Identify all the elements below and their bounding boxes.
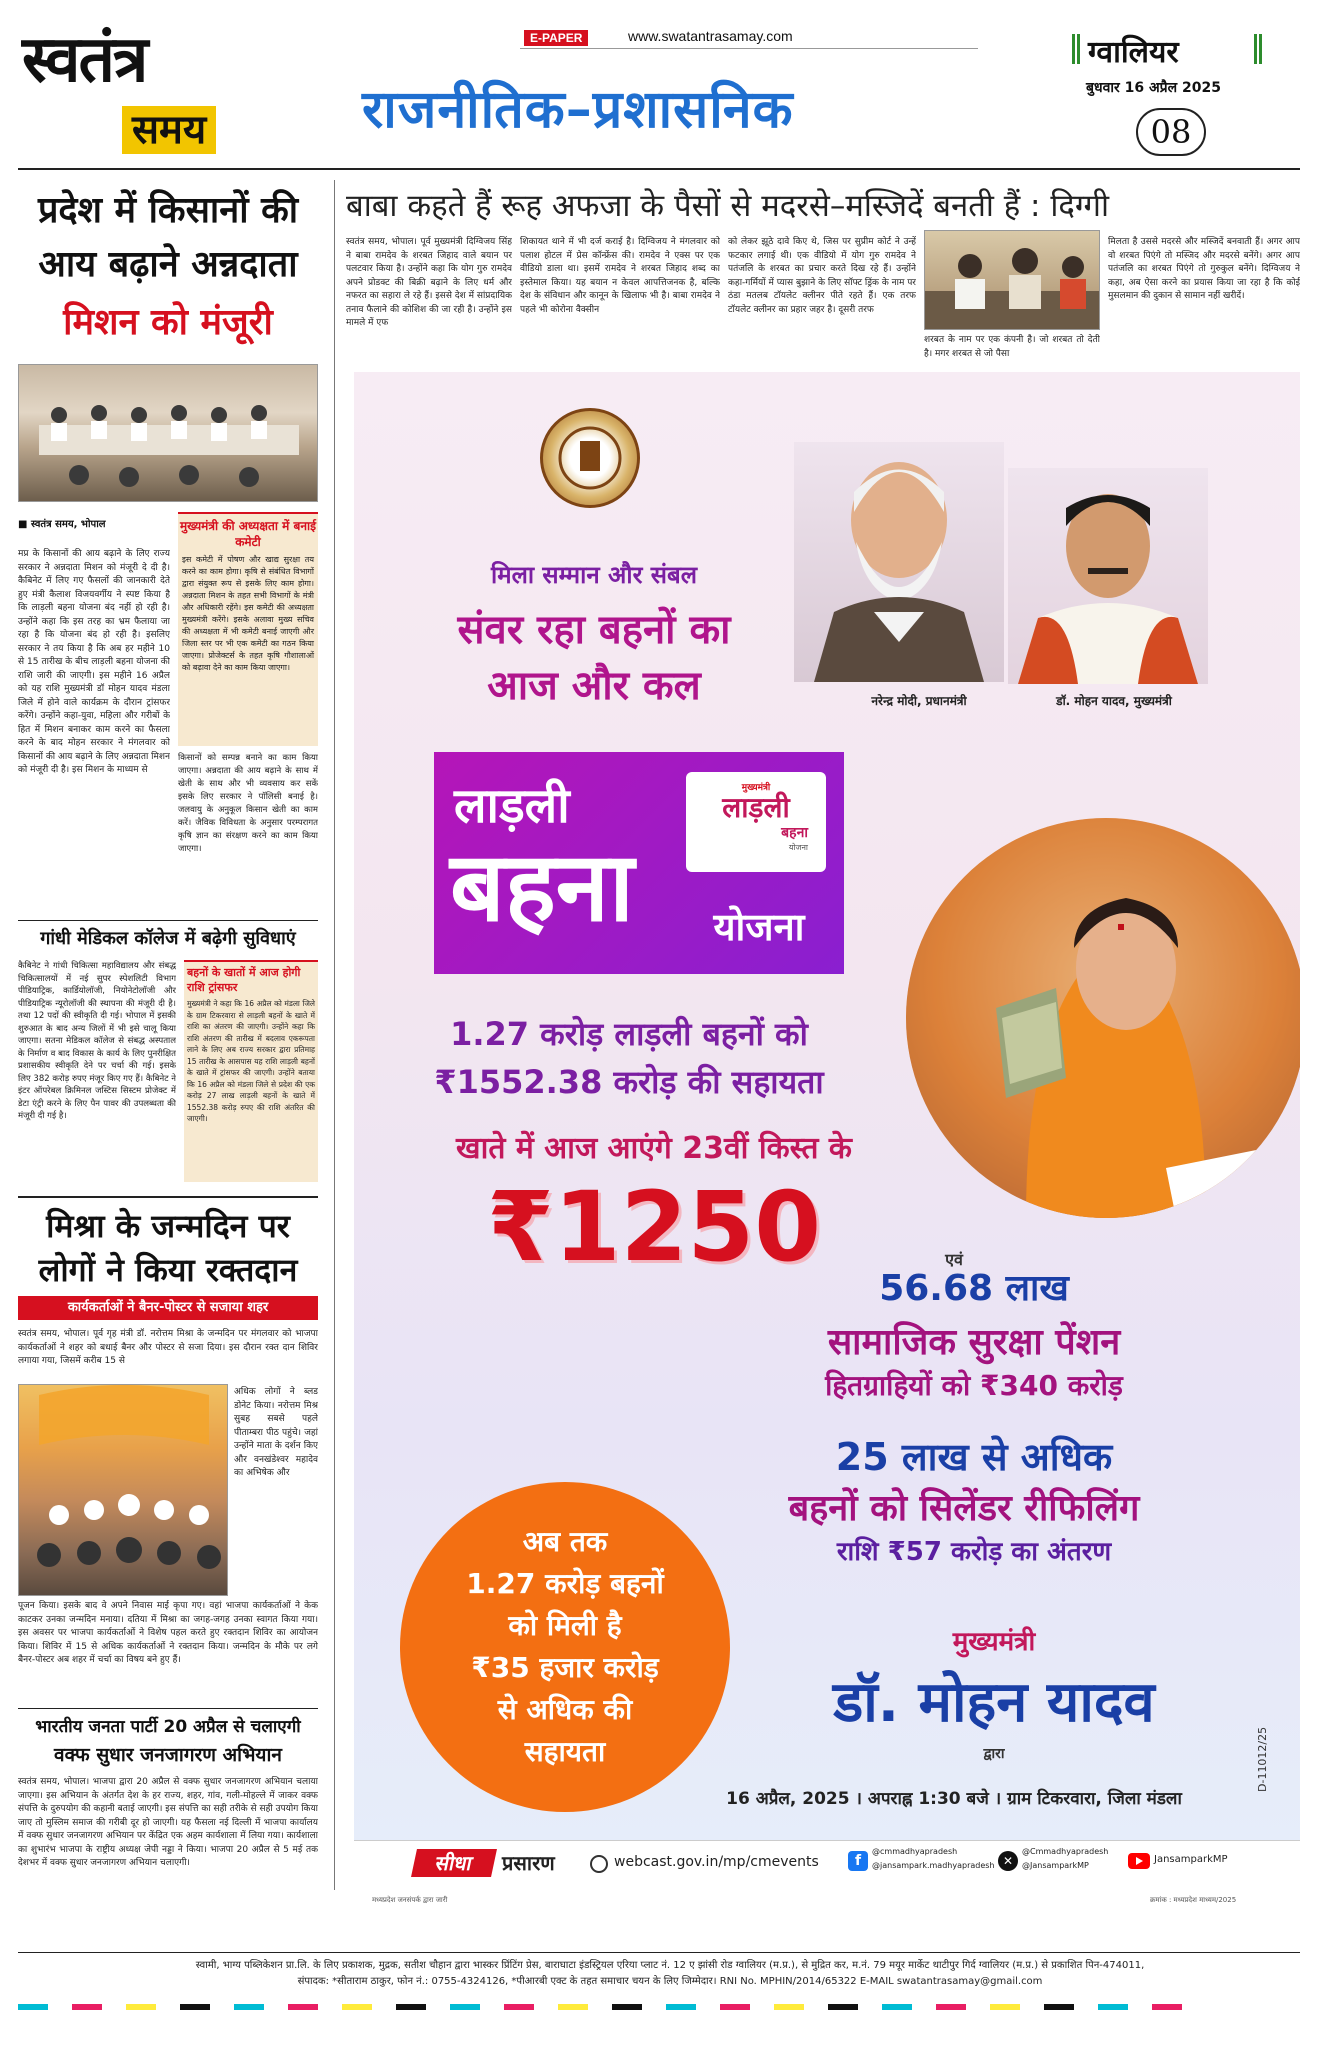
top-story-col1: स्वतंत्र समय, भोपाल। पूर्व मुख्यमंत्री दिग्विजय सिंह ने बाबा रामदेव के शरबत जिहाद वाले बयान पर पलटवार किया है। उन्होंने कहा कि योग गुरु रामदेव अपने प्रोडक्ट की बिक्री बढ़ाने के लिए धर्म और नफरत का सहारा ले रहे हैं। इससे देश में सांप्रदायिक तनाव फैलाने की कोशिश की जा रही है। उन्होंने इस मामले में एफ: [346, 237, 512, 328]
seedha-pill: सीधा: [411, 1849, 497, 1877]
badge-bottom: बहना: [781, 825, 808, 841]
youtube-play-icon: [1128, 1853, 1150, 1869]
and-word: एवं: [945, 1250, 963, 1269]
circle-l1: अब तक: [522, 1525, 608, 1558]
story4-body: स्वतंत्र समय, भोपाल। भाजपा द्वारा 20 अप्रैल से वक्फ सुधार जनजागरण अभियान चलाया जाएगा। इस अभियान के अंतर्गत देश के हर राज्य, शहर, गांव, गली-मोहल्ले में जाकर वक्फ संपत्ति के दुरुपयोग की कहानी बताई जाएगी। इस संपत्ति का सही तरीके से सही उपयोग किया जाए तो मुस्लिम समाज की गरीबी दूर हो जाएगी। यह फैसला नई दिल्ली में भाजपा कार्यालय में वक्फ सुधार जनजागरण अभियान पर केंद्रित एक अहम कार्यशाला में लिया गया। कार्यशाला का शुभारंभ भाजपा के राष्ट्रीय अध्यक्ष जेपी नड्डा ने किया। भाजपा 20 अप्रैल से 5 मई तक देशभर में वक्फ सुधार जनजागरण अभियान चलाएगी।: [18, 1777, 318, 1868]
story2-body: कैबिनेट ने गांधी चिकित्सा महाविद्यालय और संबद्ध चिकित्सालयों में नई सुपर स्पेशलिटी विभाग पीडियाट्रिक, कार्डियोलॉजी, नियोनेटोलॉजी और पीडियाट्रिक न्यूरोलॉजी की स्थापना की मंजूरी दी है। तथा 12 पदों की स्वीकृति दी गई। भोपाल में इसकी शुरुआत के बाद अन्य जिलों में भी इसे चालू किया जाएगा। सतना मेडिकल कॉलेज से संबद्ध अस्पताल के निर्माण व बाद विकास के कार्य के लिए पुनरीक्षित प्रशासकीय स्वीकृति देने पर चर्चा की गई। इसके लिए 382 करोड़ रुपए मंजूर किए गए हैं। कैबिनेट ने इंटर ऑपरेबल क्रिमिनल जस्टिस सिस्टम प्रोजेक्ट में डेटा एंट्री करने के लिए पैन पावर की उपलब्धता की मंजूरी दी गई है।: [18, 961, 176, 1121]
cylinder-count: 25 लाख से अधिक: [835, 1435, 1113, 1479]
story1-body-cont: किसानों को सम्पन्न बनाने का काम किया जाएगा। अन्नदाता की आय बढ़ाने के साथ में खेती के साथ और भी व्यवसाय कर सकें इसके लिए सरकार ने पॉलिसी बनाई है। जलवायु के अनुकूल किसान खेती का काम करें। जैविक विविधता के अनुसार परम्परागत कृषि ज्ञान का संरक्षण करने का काम किया जाएगा।: [178, 753, 318, 854]
ad-release-note: मध्यप्रदेश जनसंपर्क द्वारा जारी: [372, 1896, 448, 1904]
digvijay-press-photo: [924, 230, 1100, 330]
cylinder-title: बहनों को सिलेंडर रीफिलिंग: [788, 1488, 1140, 1529]
circle-l2: 1.27 करोड़ बहनों: [466, 1567, 664, 1600]
story1-sidebar: [178, 512, 318, 746]
pension-count: 56.68 लाख: [879, 1268, 1069, 1309]
imprint-line1: स्वामी, भाग्य पब्लिकेशन प्रा.लि. के लिए प्रकाशक, मुद्रक, सतीश चौहान द्वारा भास्कर प्रिंटिंग प्रेस, बाराघाटा इंडस्ट्रियल एरिया प्लाट नं. 12 ए झांसी रोड ग्वालियर (म.प्र.), से मुद्रित कर, म.नं. 79 मयूर मार्केट थाटीपुर गिर्द ग्वालियर (म.प्र.) से प्रकाशित पिन-474011,: [195, 1960, 1145, 1971]
event-details: 16 अप्रैल, 2025 । अपराह्न 1:30 बजे । ग्राम टिकरवारा, जिला मंडला: [726, 1789, 1182, 1809]
circle-l5: से अधिक की: [497, 1693, 633, 1726]
ad-code-wrap: [1256, 1672, 1276, 1792]
story1-body: मप्र के किसानों की आय बढ़ाने के लिए राज्य सरकार ने अन्नदाता मिशन को मंजूरी दे दी है। कैबिनेट में लिए गए फैसलों की जानकारी देते हुए मंत्री कैलाश विजयवर्गीय ने स्पष्ट किया है कि लाड़ली बहना योजना बंद नहीं हो रही है। उन्होंने कहा कि इस तरह का भ्रम फैलाया जा रहा है कि योजना बंद हो रही है। इसलिए सरकार ने तय किया है कि अब हर महीने 10 से 15 तारीख के बीच लाड़ली बहना योजना की राशि जारी की जाएगी। इस महीने 16 अप्रैल को यह राशि मुख्यमंत्री डॉ मोहन यादव मंडला जिले में होने वाले कार्यक्रम के दौरान ट्रांसफर करेंगे। उन्होंने कहा-युवा, महिला और गरीबों के हित में मिशन बनाकर काम करने का फैसला करने के बाद मोहन सरकार ने मंगलवार को किसानों की आय बढ़ाने के लिए अन्नदाता मिशन को मंजूरी दी है। इस मिशन के माध्यम से: [18, 549, 170, 775]
stat-beneficiaries: 1.27 करोड़ लाड़ली बहनों को: [450, 1015, 808, 1053]
webcast-url[interactable]: webcast.gov.in/mp/cmevents: [614, 1854, 819, 1870]
story3-strap: कार्यकर्ताओं ने बैनर-पोस्टर से सजाया शहर: [18, 1296, 318, 1320]
circle-l3: को मिली है: [508, 1609, 622, 1642]
print-registration-marks: [18, 2004, 1300, 2010]
city-bars-right: [1254, 34, 1262, 64]
ad-line1: संवर रहा बहनों का: [457, 607, 731, 653]
story4-headline-l2: वक्फ सुधार जनजागरण अभियान: [54, 1744, 282, 1766]
prasaran-label: प्रसारण: [502, 1851, 555, 1875]
badge-top: मुख्यमंत्री: [741, 783, 771, 793]
x-handle-2[interactable]: @JansamparkMP: [1022, 1861, 1089, 1870]
story3-body-side: अधिक लोगों ने ब्लड डोनेट किया। नरोत्तम मिश्र सुबह सबसे पहले पीताम्बरा पीठ पहुंचे। जहां उन्होंने माता के दर्शन किए और वनखंडेश्वर महादेव का अभिषेक और: [234, 1387, 318, 1478]
pm-portrait-illustration: [794, 442, 1004, 682]
cm-name: डॉ. मोहन यादव: [833, 1670, 1155, 1735]
logo-swatantra: स्वतंत्र: [22, 22, 147, 97]
youtube-icon[interactable]: [1128, 1853, 1150, 1869]
cm-label: मुख्यमंत्री: [952, 1627, 1036, 1657]
epaper-tag: E-PAPER: [524, 30, 588, 46]
story1-headline-l1: प्रदेश में किसानों की: [37, 190, 299, 231]
logo-samay: समय: [122, 106, 216, 154]
ad-ref-number: क्रमांक : मध्यप्रदेश माध्यम/2025: [1150, 1896, 1237, 1904]
top-story-headline: बाबा कहते हैं रूह अफजा के पैसों से मदरसे–मस्जिदें बनती हैं : दिग्गी: [346, 188, 1110, 224]
beneficiary-photo: [906, 818, 1300, 1218]
story1-headline-l2: आय बढ़ाने अन्नदाता: [38, 244, 298, 285]
story2-sidebar: [184, 960, 318, 1182]
facebook-icon[interactable]: f: [848, 1851, 868, 1871]
ad-line2: आज और कल: [487, 663, 701, 709]
story2-headline: गांधी मेडिकल कॉलेज में बढ़ेगी सुविधाएं: [40, 928, 296, 949]
story3-body-top: स्वतंत्र समय, भोपाल। पूर्व गृह मंत्री डॉ. नरोत्तम मिश्रा के जन्मदिन पर मंगलवार को भाजपा कार्यकर्ताओं ने शहर को बधाई बैनर और पोस्टर से सजा दिया। इस दौरान रक्त दान शिविर लगाया गया, जिसमें करीब 15 से: [18, 1329, 318, 1366]
cabinet-meeting-illustration: [19, 365, 318, 502]
ad-code: D-11012/25: [1256, 1726, 1269, 1792]
story3-body-bottom: पूजन किया। इसके बाद वे अपने निवास माई कृपा गए। वहां भाजपा कार्यकर्ताओं ने केक काटकर उनका जन्मदिन मनाया। दतिया में मिश्रा का जगह-जगह उनका स्वागत किया गया। इस अवसर पर भाजपा कार्यकर्ताओं ने विशेष पहल करते हुए रक्तदान शिविर का आयोजन किया। शिविर में 15 से अधिक कार्यकर्ताओं ने रक्तदान किया। जन्मदिन के मौके पर लगे बैनर-पोस्टर अब शहर में चर्चा का विषय बने हुए हैं।: [18, 1601, 318, 1665]
x-handle-1[interactable]: @Cmmadhyapradesh: [1022, 1847, 1109, 1856]
story1-headline-l3: मिशन को मंजूरी: [63, 302, 273, 343]
section-title: राजनीतिक–प्रशासनिक: [362, 80, 794, 140]
pm-portrait: [794, 442, 1004, 682]
cabinet-meeting-photo: [18, 364, 318, 502]
birthday-event-illustration: [19, 1385, 228, 1596]
installment-line: खाते में आज आएंगे 23वीं किस्त के: [456, 1131, 852, 1166]
pm-caption: नरेन्द्र मोदी, प्रधानमंत्री: [871, 694, 967, 708]
x-icon[interactable]: ✕: [998, 1851, 1018, 1871]
youtube-handle[interactable]: JansamparkMP: [1154, 1854, 1228, 1865]
city-bars-left: [1072, 34, 1080, 64]
story4-headline-l1: भारतीय जनता पार्टी 20 अप्रैल से चलाएगी: [35, 1717, 301, 1737]
story2-sidebar-title: बहनों के खातों में आज होगी राशि ट्रांसफर: [187, 966, 301, 994]
top-story-col3: को लेकर झूठे दावे किए थे, जिस पर सुप्रीम कोर्ट ने उन्हें फटकार लगाई थी। एक वीडियो में योग गुरु रामदेव ने पतंजलि के शरबत का प्रचार करते दिख रहे हैं। उन्होंने कहा-गर्मियों में प्यास बुझाने के लिए सॉफ्ट ड्रिंक के नाम पर ठंडा मतलब टॉयलेट क्लीनर पीते रहते हैं। एक तरफ टॉयलेट क्लीनर का प्रहार जहर है। दूसरी तरफ: [728, 237, 916, 315]
badge-small: योजना: [788, 843, 808, 852]
story3-headline-l2: लोगों ने किया रक्तदान: [38, 1251, 298, 1289]
circle-l4: ₹35 हजार करोड़: [471, 1651, 659, 1684]
scheme-badge: [686, 772, 826, 872]
ad-footer: [354, 1840, 1300, 1884]
scheme-ladli: लाड़ली: [454, 778, 570, 834]
scheme-behna: बहना: [450, 831, 634, 943]
emblem-icon: [543, 411, 637, 505]
pension-title: सामाजिक सुरक्षा पेंशन: [827, 1322, 1121, 1363]
facebook-handle-2[interactable]: @jansampark.madhyapradesh: [872, 1861, 995, 1870]
globe-icon: [590, 1855, 608, 1873]
cm-caption: डॉ. मोहन यादव, मुख्यमंत्री: [1056, 694, 1172, 708]
top-story-col4: मिलता है उससे मदरसे और मस्जिदें बनवाती हैं। अगर आप वो शरबत पिएंगे तो मस्जिद और मदरसे बनेंगे। अगर आप पतंजलि का शरबत पिएंगे तो गुरुकुल बनेंगे। दिग्विजय ने कहा, अब ऐसा करने का प्रयास किया जा रहा है कि कोई मुसलमान की दुकान से सामान नहीं खरीदें।: [1108, 237, 1300, 301]
dwara-word: द्वारा: [983, 1746, 1005, 1762]
circle-l6: सहायता: [524, 1735, 606, 1768]
top-story-col3b: शरबत के नाम पर एक कंपनी है। जो शरबत तो देती है। मगर शरबत से जो पैसा: [924, 335, 1100, 359]
pension-amount: हितग्राहियों को ₹340 करोड़: [825, 1369, 1123, 1402]
imprint-line2: संपादक: *सीताराम ठाकुर, फोन नं.: 0755-4324126, *पीआरबी एक्ट के तहत समाचार चयन के लिए जिम्मेदार। RNI No. MPHIN/2014/65322 E-MAIL swatantrasamay@gmail.com: [297, 1976, 1043, 1987]
birthday-event-photo: [18, 1384, 228, 1596]
stat-amount: ₹1552.38 करोड़ की सहायता: [434, 1063, 824, 1101]
page-number: 08: [1136, 108, 1206, 156]
story3-headline-l1: मिश्रा के जन्मदिन पर: [46, 1207, 290, 1245]
city-name: ग्वालियर: [1088, 35, 1179, 70]
mp-govt-emblem: [540, 408, 640, 508]
top-story-col2: शिकायत थाने में भी दर्ज कराई है। दिग्विजय ने मंगलवार को पलाश होटल में प्रेस कॉन्फ्रेंस की। रामदेव ने एक्स पर एक वीडियो डाला था। इसमें रामदेव ने शरबत जिहाद शब्द का इस्तेमाल किया। यह बयान न केवल आपत्तिजनक है, बल्कि देश के संविधान और कानून के खिलाफ भी है। बाबा रामदेव ने पहले भी कोरोना वैक्सीन: [520, 237, 720, 315]
story1-sidebar-title: मुख्यमंत्री की अध्यक्षता में बनाई कमेटी: [180, 519, 316, 549]
installment-amount: ₹1250: [487, 1171, 821, 1283]
cm-portrait: [1008, 468, 1208, 684]
story1-credit-text: स्वतंत्र समय, भोपाल: [30, 519, 106, 530]
ad-tagline: मिला सम्मान और संबल: [491, 561, 697, 589]
scheme-yojana: योजना: [713, 905, 805, 949]
website-url[interactable]: www.swatantrasamay.com: [628, 28, 793, 44]
press-conference-illustration: [925, 231, 1100, 330]
badge-mid: लाड़ली: [722, 791, 790, 824]
story2-sidebar-body: मुख्यमंत्री ने कहा कि 16 अप्रैल को मंडला जिले के ग्राम टिकरवारा से लाड़ली बहनों के खाते में राशि का अंतरण की जाएगी। उन्होंने कहा कि राशि अंतरण की तारीख में बदलाव एकरूपता लाने के लिए अब राज्य सरकार द्वारा प्रतिमाह 15 तारीख के आसपास यह राशि लाड़ली बहनों के खाते में ट्रांसफर की जाएगी। उन्होंने बताया कि 16 अप्रैल को मंडला जिले से प्रदेश की एक करोड़ 27 लाख लाड़ली बहनों के खाते में 1552.38 करोड़ रुपए की राशि अंतरित की जाएगी।: [187, 999, 315, 1123]
cylinder-amount: राशि ₹57 करोड़ का अंतरण: [836, 1537, 1112, 1567]
cm-portrait-illustration: [1008, 468, 1208, 684]
facebook-handle-1[interactable]: @cmmadhyapradesh: [872, 1847, 958, 1856]
issue-date: बुधवार 16 अप्रैल 2025: [1086, 80, 1221, 96]
story1-sidebar-body: इस कमेटी में पोषण और खाद्य सुरक्षा तय करने का काम होगा। कृषि से संबंधित विभागों द्वारा संयुक्त रूप से इसके लिए काम होगा। अन्नदाता मिशन के तहत सभी विभागों के मंत्री और अधिकारी रहेंगे। इस कमेटी की अध्यक्षता मुख्यमंत्री करेंगे। इसके अलावा मुख्य सचिव की अध्यक्षता में भी कमेटी बनाई जाएगी और जिला स्तर पर भी एक कमेटी का गठन किया जाएगा। प्रोजेक्टर्स के तहत कृषि गौशालाओं को बढ़ावा देने का काम किया जाएगा।: [182, 555, 314, 672]
beneficiary-illustration: [906, 818, 1300, 1218]
ladli-behna-advert: [354, 372, 1300, 1884]
story1-credit: ■ स्वतंत्र समय, भोपाल: [18, 519, 106, 530]
